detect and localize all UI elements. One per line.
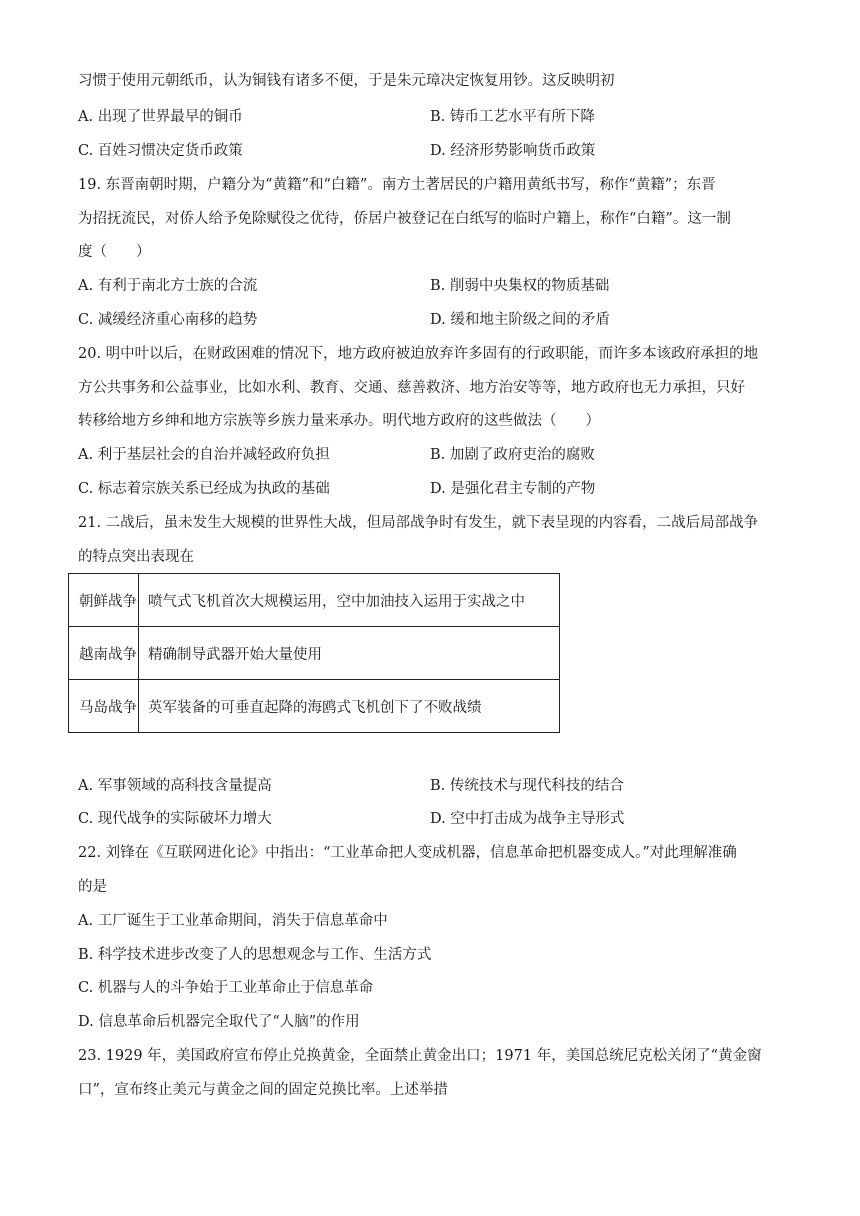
q19-stem-line-3: 度（ ） bbox=[78, 244, 151, 260]
q23-stem-line-1: 23. 1929 年，美国政府宣布停止兑换黄金，全面禁止黄金出口；1971 年，美国总统尼克松关闭了“黄金窗 bbox=[78, 1048, 762, 1064]
q20-option-c[interactable]: C. 标志着宗族关系已经成为执政的基础 bbox=[78, 481, 330, 497]
q22-option-b[interactable]: B. 科学技术进步改变了人的思想观念与工作、生活方式 bbox=[78, 947, 432, 963]
q20-stem-line-1: 20. 明中叶以后，在财政困难的情况下，地方政府被迫放弃许多固有的行政职能，而许多本该政府承担的地 bbox=[78, 346, 759, 362]
q22-option-d[interactable]: D. 信息革命后机器完全取代了“人脑”的作用 bbox=[78, 1014, 360, 1030]
war-table bbox=[68, 573, 560, 733]
q19-option-a[interactable]: A. 有利于南北方士族的合流 bbox=[78, 278, 258, 294]
q18-option-d[interactable]: D. 经济形势影响货币政策 bbox=[430, 143, 596, 159]
q19-option-b[interactable]: B. 削弱中央集权的物质基础 bbox=[430, 278, 610, 294]
q22-option-a[interactable]: A. 工厂诞生于工业革命期间，消失于信息革命中 bbox=[78, 913, 388, 929]
q21-stem-line-1: 21. 二战后，虽未发生大规模的世界性大战，但局部战争时有发生，就下表呈现的内容看，二战后局部战争 bbox=[78, 515, 759, 531]
q21-option-b[interactable]: B. 传统技术与现代科技的结合 bbox=[430, 778, 624, 794]
q21-option-c[interactable]: C. 现代战争的实际破坏力增大 bbox=[78, 811, 272, 827]
q20-stem-line-3: 转移给地方乡绅和地方宗族等乡族力量来承办。明代地方政府的这些做法（ ） bbox=[78, 413, 600, 429]
q22-stem-line-1: 22. 刘锋在《互联网进化论》中指出：“工业革命把人变成机器，信息革命把机器变成人。”对此理解准确 bbox=[78, 845, 737, 861]
war-name: 马岛战争 bbox=[69, 680, 139, 733]
q21-option-d[interactable]: D. 空中打击成为战争主导形式 bbox=[430, 811, 625, 827]
table-row bbox=[69, 627, 560, 680]
q18-option-c[interactable]: C. 百姓习惯决定货币政策 bbox=[78, 143, 243, 159]
q19-option-c[interactable]: C. 减缓经济重心南移的趋势 bbox=[78, 312, 258, 328]
q22-option-c[interactable]: C. 机器与人的斗争始于工业革命止于信息革命 bbox=[78, 980, 374, 996]
table-row bbox=[69, 574, 560, 627]
q20-stem-line-2: 方公共事务和公益事业，比如水利、教育、交通、慈善救济、地方治安等等，地方政府也无力承担，只好 bbox=[78, 380, 745, 396]
q18-stem: 习惯于使用元朝纸币，认为铜钱有诸多不便，于是朱元璋决定恢复用钞。这反映明初 bbox=[78, 73, 615, 89]
q19-stem-line-1: 19. 东晋南朝时期，户籍分为“黄籍”和“白籍”。南方土著居民的户籍用黄纸书写，称作“黄籍”；东晋 bbox=[78, 177, 716, 193]
war-name: 朝鲜战争 bbox=[69, 574, 139, 627]
q18-option-b[interactable]: B. 铸币工艺水平有所下降 bbox=[430, 109, 595, 125]
war-description: 精确制导武器开始大量使用 bbox=[139, 627, 560, 680]
q21-option-a[interactable]: A. 军事领域的高科技含量提高 bbox=[78, 778, 272, 794]
q20-option-b[interactable]: B. 加剧了政府吏治的腐败 bbox=[430, 447, 595, 463]
q19-option-d[interactable]: D. 缓和地主阶级之间的矛盾 bbox=[430, 312, 610, 328]
q23-stem-line-2: 口”，宣布终止美元与黄金之间的固定兑换比率。上述举措 bbox=[78, 1082, 448, 1098]
q18-option-a[interactable]: A. 出现了世界最早的铜币 bbox=[78, 109, 243, 125]
war-description: 英军装备的可垂直起降的海鸥式飞机创下了不败战绩 bbox=[139, 680, 560, 733]
war-name: 越南战争 bbox=[69, 627, 139, 680]
q22-stem-line-2: 的是 bbox=[78, 879, 107, 895]
q19-stem-line-2: 为招抚流民，对侨人给予免除赋役之优待，侨居户被登记在白纸写的临时户籍上，称作“白籍”。这一制 bbox=[78, 211, 731, 227]
q20-option-a[interactable]: A. 利于基层社会的自治并减轻政府负担 bbox=[78, 447, 330, 463]
q21-stem-line-2: 的特点突出表现在 bbox=[78, 549, 194, 565]
table-row bbox=[69, 680, 560, 733]
war-description: 喷气式飞机首次大规模运用，空中加油技入运用于实战之中 bbox=[139, 574, 560, 627]
q20-option-d[interactable]: D. 是强化君主专制的产物 bbox=[430, 481, 596, 497]
